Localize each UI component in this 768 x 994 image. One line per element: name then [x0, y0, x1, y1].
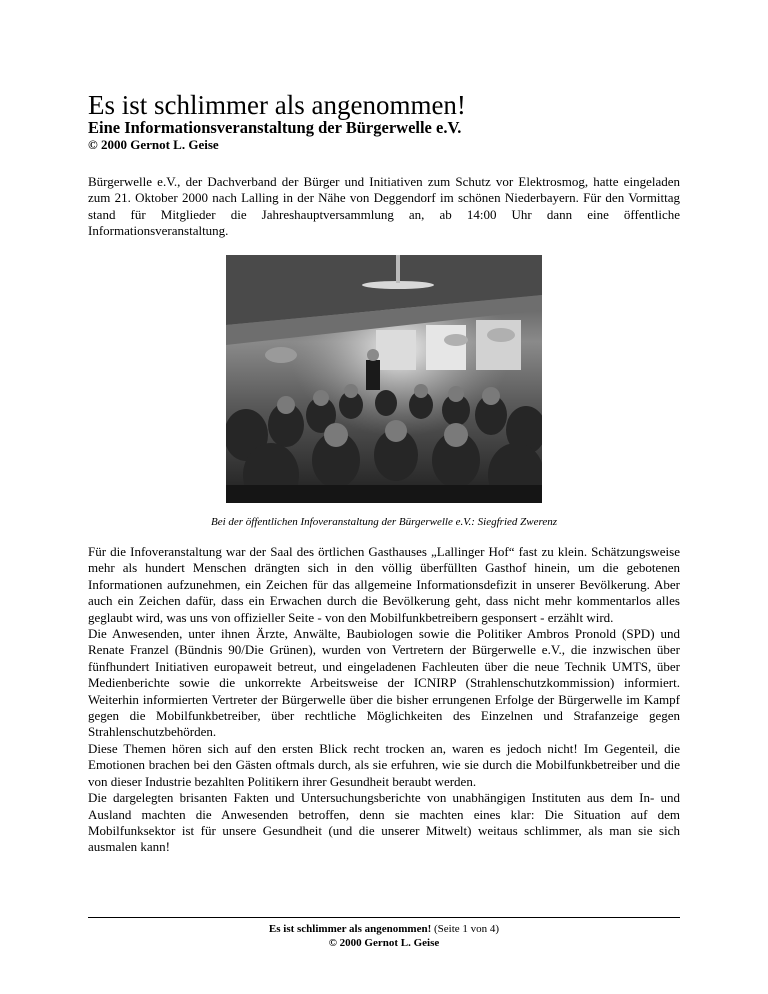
footer-page-number: (Seite 1 von 4)	[434, 923, 500, 935]
body-paragraph: Für die Infoveranstaltung war der Saal des örtlichen Gasthauses „Lallinger Hof“ fast zu klein. Schätzungsweise mehr als hundert Menschen drängten sich in den völlig überfüllten Gasthof hinein, um die gebotenen Informationen aufzunehmen, ein Zeichen für das allgemeine Informationsdefizit in unserer Bevölkerung. Aber auch ein Zeichen dafür, dass ein Erwachen durch die Bevölkerung geht, dass nicht mehr kommentarlos alles geglaubt wird, was uns von offizieller Seite - von den Mobilfunkbetreibern gesponsert - erzählt wird.	[88, 544, 680, 625]
photo-caption: Bei der öffentlichen Infoveranstaltung der Bürgerwelle e.V.: Siegfried Zwerenz	[210, 516, 558, 528]
page-title: Es ist schlimmer als angenommen!	[88, 90, 466, 120]
page-subtitle: Eine Informationsveranstaltung der Bürgerwelle e.V.	[88, 118, 462, 137]
event-photo	[226, 255, 542, 503]
footer-copyright: © 2000 Gernot L. Geise	[328, 937, 440, 949]
body-paragraph: Die dargelegten brisanten Fakten und Untersuchungsberichte von unabhängigen Instituten aus dem In- und Ausland machten die Anwesenden betroffen, denn sie machten eines klar: Die Situation auf dem Mobilfunksektor ist für unsere Gesundheit (und die unserer Mitwelt) weitaus schlimmer, als man sie sich ausmalen kann!	[88, 790, 680, 855]
footer-title: Es ist schlimmer als angenommen!	[268, 923, 432, 935]
page-footer	[88, 922, 680, 950]
body-paragraph: Diese Themen hören sich auf den ersten Blick recht trocken an, waren es jedoch nicht! Im Gegenteil, die Emotionen brachen bei den Gästen oftmals durch, als sie erfuhren, wie sie durch die Mobilfunkbetreiber und die von dieser Industrie bezahlten Politikern ihrer Gesundheit beraubt werden.	[88, 740, 680, 789]
author-copyright: © 2000 Gernot L. Geise	[88, 137, 219, 152]
intro-paragraph: Bürgerwelle e.V., der Dachverband der Bürger und Initiativen zum Schutz vor Elektrosmog, hatte eingeladen zum 21. Oktober 2000 nach Lalling in der Nähe von Deggendorf im schönen Niederbayern. Für den Vormittag stand für Mitglieder die Jahreshauptversammlung an, ab 14:00 Uhr dann eine öffentliche Informationsveranstaltung.	[88, 174, 680, 239]
article-body	[88, 544, 680, 856]
body-paragraph: Die Anwesenden, unter ihnen Ärzte, Anwälte, Baubiologen sowie die Politiker Ambros Pronold (SPD) und Renate Franzel (Bündnis 90/Die Grünen), wurden von Vertretern der Bürgerwelle e.V., die inzwischen über fünfhundert Initiativen europaweit betreut, und eingeladenen Fachleuten über die neue Technik UMTS, über Medienberichte sowie die unkorrekte Arbeitsweise der ICNIRP (Strahlenschutzkommission) informiert. Weiterhin informierten Vertreter der Bürgerwelle über die bisher errungenen Erfolge der Bürgerwelle im Kampf gegen die Mobilfunkbetreiber, über rechtliche Möglichkeiten des Einzelnen und Strafanzeige gegen Strahlenschutzbehörden.	[88, 626, 680, 740]
footer-divider	[88, 917, 680, 918]
